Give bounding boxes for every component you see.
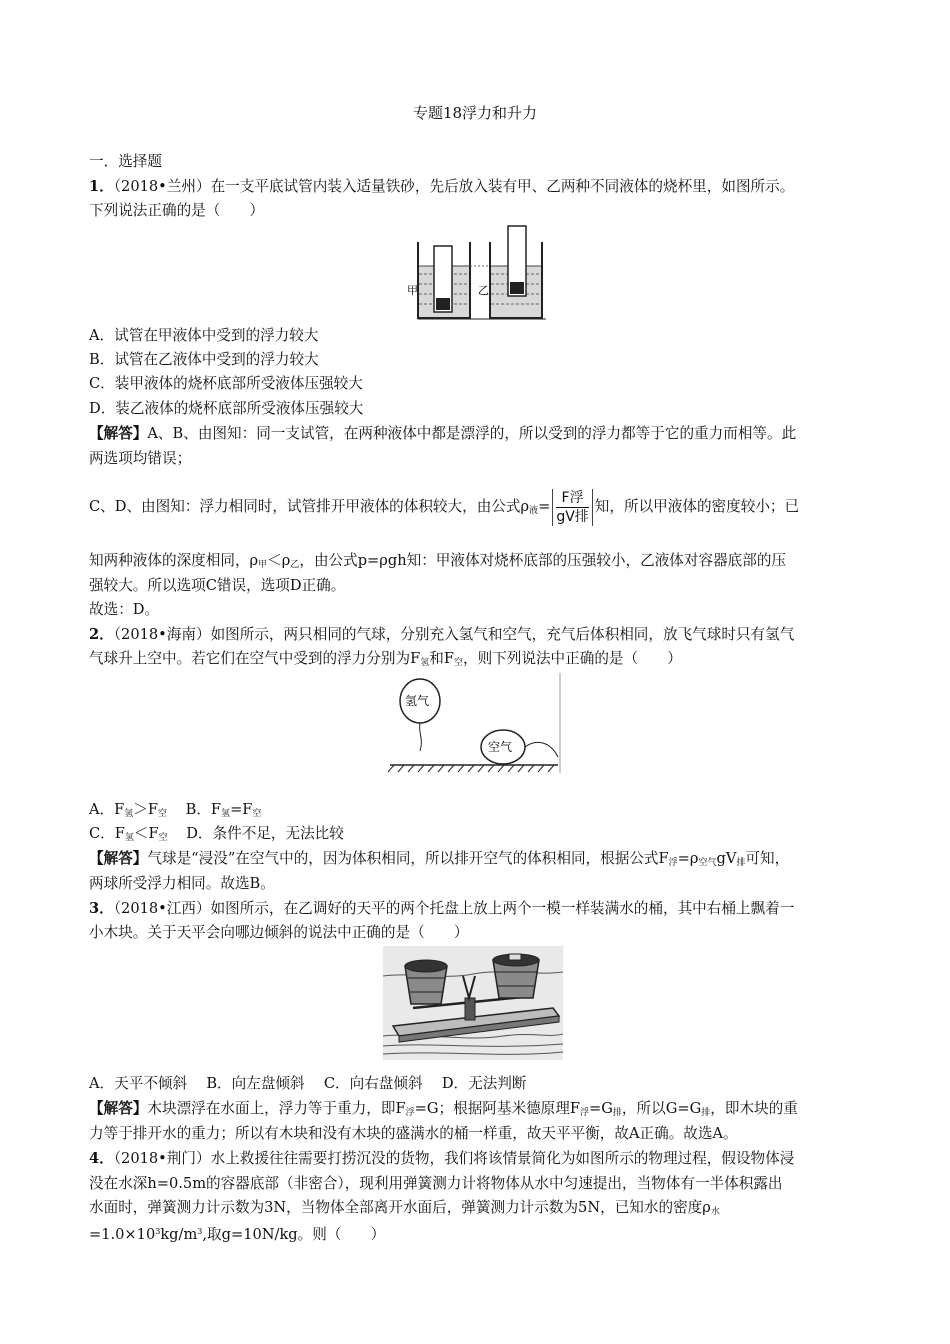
sub-yi: 乙	[290, 560, 300, 570]
q1-answer-line5: 强较大。所以选项C错误，选项D正确。	[89, 577, 346, 594]
q3-number: 3．	[89, 900, 114, 917]
q2-answer-tag: 【解答】	[89, 850, 148, 867]
q1-figure-label-jia: 甲	[407, 284, 418, 297]
q1-answer-tag: 【解答】	[89, 425, 148, 442]
q3-answer-archimedes: =G；根据阿基米德原理F	[414, 1100, 580, 1117]
q1-answer3-text: C、D、由图知：浮力相同时，试管排开甲液体的体积较大，由公式ρ	[89, 498, 530, 515]
q2-option-b: B．F	[185, 801, 222, 818]
q2-option-c-rel: ＜F	[133, 825, 159, 842]
q1-option-c: C．装甲液体的烧杯底部所受液体压强较大	[89, 375, 363, 392]
fraction-numerator: F浮	[556, 489, 588, 508]
q1-stem-line1	[89, 177, 794, 197]
q4-stem-line1	[89, 1149, 794, 1169]
q2-option-b-rel: =F	[230, 801, 253, 818]
q1-answer4-text: 知两种液体的深度相同，ρ	[89, 552, 259, 569]
q2-answer-line1	[89, 849, 789, 873]
section-heading: 一．选择题	[89, 153, 162, 170]
q2-option-d: D．条件不足，无法比较	[186, 825, 344, 842]
sub-kong: 空	[158, 809, 168, 819]
q2-stem2-tail: ，则下列说法中正确的是（ ）	[462, 650, 682, 667]
q2-options-row2	[89, 824, 344, 848]
q1-answer-line6: 故选：D。	[89, 601, 160, 618]
sub-pai: 排	[612, 1108, 622, 1118]
q4-number: 4．	[89, 1150, 114, 1167]
q1-answer-line4	[89, 551, 786, 575]
q2-number: 2．	[89, 626, 114, 643]
sub-pai: 排	[701, 1108, 711, 1118]
q2-answer-tail: 可知，	[745, 850, 790, 867]
exponent: 3	[197, 1227, 203, 1236]
q1-answer-line3: C、D、由图知：浮力相同时，试管排开甲液体的体积较大，由公式$\rho_液=$ $\frac{\text{F浮}}{\text{gV排}}$ 知，所以甲液体的密度较小；已	[89, 489, 800, 525]
sub-fu: 浮	[580, 1108, 590, 1118]
q2-answer-line2: 两球所受浮力相同。故选B。	[89, 875, 275, 892]
q2-balloon-figure	[388, 673, 562, 775]
exponent: 3	[155, 1227, 161, 1236]
q3-answer-line2: 力等于排开水的重力；所以有木块和没有木块的盛满水的桶一样重，故天平平衡，故A正确。故选A。	[89, 1125, 738, 1142]
q1-option-d: D．装乙液体的烧杯底部所受液体压强较大	[89, 400, 364, 417]
sub-pai: 排	[736, 858, 746, 868]
q2-stem-line2	[89, 649, 682, 673]
q1-stem-text: （2018•兰州）在一支平底试管内装入适量铁砂，先后放入装有甲、乙两种不同液体的烧杯里，如图所示。	[113, 178, 795, 195]
sub-shui: 水	[710, 1207, 720, 1217]
floating-wood-block	[509, 954, 521, 960]
page-title: 专题18浮力和升力	[412, 104, 538, 122]
q3-stem-line1	[89, 899, 794, 919]
q1-answer-line1	[89, 424, 796, 444]
q1-answer3-tail: 知，所以甲液体的密度较小；已	[594, 498, 800, 515]
sub-qing: 氢	[124, 833, 134, 843]
q1-option-a: A．试管在甲液体中受到的浮力较大	[89, 327, 319, 344]
fraction-denominator: gV排	[556, 508, 589, 525]
q4-stem-line4	[89, 1222, 385, 1245]
q3-answer-line1	[89, 1099, 798, 1123]
q4-density-unit: kg/m	[160, 1226, 198, 1243]
sub-kong: 空	[252, 809, 262, 819]
q2-options-row1	[89, 800, 261, 824]
sub-kong: 空	[158, 833, 168, 843]
q3-answer-so: ，所以G=G	[621, 1100, 702, 1117]
q2-answer-gv: gV	[716, 850, 737, 867]
q1-figure-label-yi: 乙	[478, 284, 489, 297]
q2-answer-eq: =ρ	[677, 850, 699, 867]
q2-option-a-rel: ＞F	[133, 801, 159, 818]
balloon-label-air: 空气	[488, 740, 513, 754]
sub-qing: 氢	[221, 809, 231, 819]
balloon-label-hydrogen: 氢气	[405, 694, 430, 708]
sub-kongqi: 空气	[698, 858, 717, 868]
q3-stem-text: （2018•江西）如图所示，在乙调好的天平的两个托盘上放上两个一模一样装满水的桶，其中右桶上飘着一	[113, 900, 795, 917]
q2-option-a: A．F	[89, 801, 125, 818]
sub-fu: 浮	[668, 858, 678, 868]
q1-answer4-lt: ＜ρ	[267, 552, 291, 569]
q2-answer-text: 气球是“浸没”在空气中的，因为体积相同，所以排开空气的体积相同，根据公式F	[147, 850, 669, 867]
q1-number: 1．	[89, 178, 114, 195]
q2-stem2-and: 和F	[429, 650, 454, 667]
q2-stem2-text: 气球升上空中。若它们在空气中受到的浮力分别为F	[89, 650, 421, 667]
q4-stem-line3	[89, 1198, 720, 1222]
q4-stem-text: （2018•荆门）水上救援往往需要打捞沉没的货物，我们将该情景简化为如图所示的物理过程，假设物体浸	[113, 1150, 795, 1167]
q1-option-b: B．试管在乙液体中受到的浮力较大	[89, 351, 319, 368]
sub-fu: 浮	[405, 1108, 415, 1118]
q2-stem-line1	[89, 625, 794, 645]
sub-qing: 氢	[124, 809, 134, 819]
q1-test-tube-figure	[404, 222, 546, 322]
q3-answer-text: 木块漂浮在水面上，浮力等于重力，即F	[147, 1100, 406, 1117]
sub-kong: 空	[453, 658, 463, 668]
q1-answer-text: A、B、由图知：同一支试管，在两种液体中都是漂浮的，所以受到的浮力都等于它的重力而相等。此	[147, 425, 797, 442]
rho-liquid-subscript: 液	[529, 506, 539, 516]
q4-stem-line2: 没在水深h=0.5m的容器底部（非密合），现利用弹簧测力计将物体从水中匀速提出，当物体有一半体积露出	[89, 1175, 783, 1192]
q4-stem3-text: 水面时，弹簧测力计示数为3N，当物体全部离开水面后，弹簧测力计示数为5N，已知水的密度ρ	[89, 1199, 711, 1216]
q1-answer-line2: 两选项均错误；	[89, 450, 192, 467]
q3-answer-tag: 【解答】	[89, 1100, 148, 1117]
q3-stem-line2: 小木块。关于天平会向哪边倾斜的说法中正确的是（ ）	[89, 924, 469, 941]
sub-qing: 氢	[420, 658, 430, 668]
q4-stem4-tail: ,取g=10N/kg。则（ ）	[202, 1226, 386, 1243]
q3-options: A．天平不倾斜 B．向左盘倾斜 C．向右盘倾斜 D．无法判断	[89, 1075, 527, 1092]
buoyancy-density-fraction	[552, 489, 592, 526]
q3-balance-figure	[383, 946, 563, 1060]
q2-option-c: C．F	[89, 825, 125, 842]
q4-density-value: =1.0×10	[89, 1226, 156, 1243]
sub-jia: 甲	[258, 560, 268, 570]
q1-stem-line2: 下列说法正确的是（ ）	[89, 202, 265, 219]
q2-stem-text: （2018•海南）如图所示，两只相同的气球，分别充入氢气和空气，充气后体积相同，放飞气球时只有氢气	[113, 626, 795, 643]
q1-answer4-tail: ，由公式p=ρgh知：甲液体对烧杯底部的压强较小，乙液体对容器底部的压	[299, 552, 787, 569]
q3-answer-eq: =G	[589, 1100, 613, 1117]
q3-answer-tail: ，即木块的重	[710, 1100, 798, 1117]
